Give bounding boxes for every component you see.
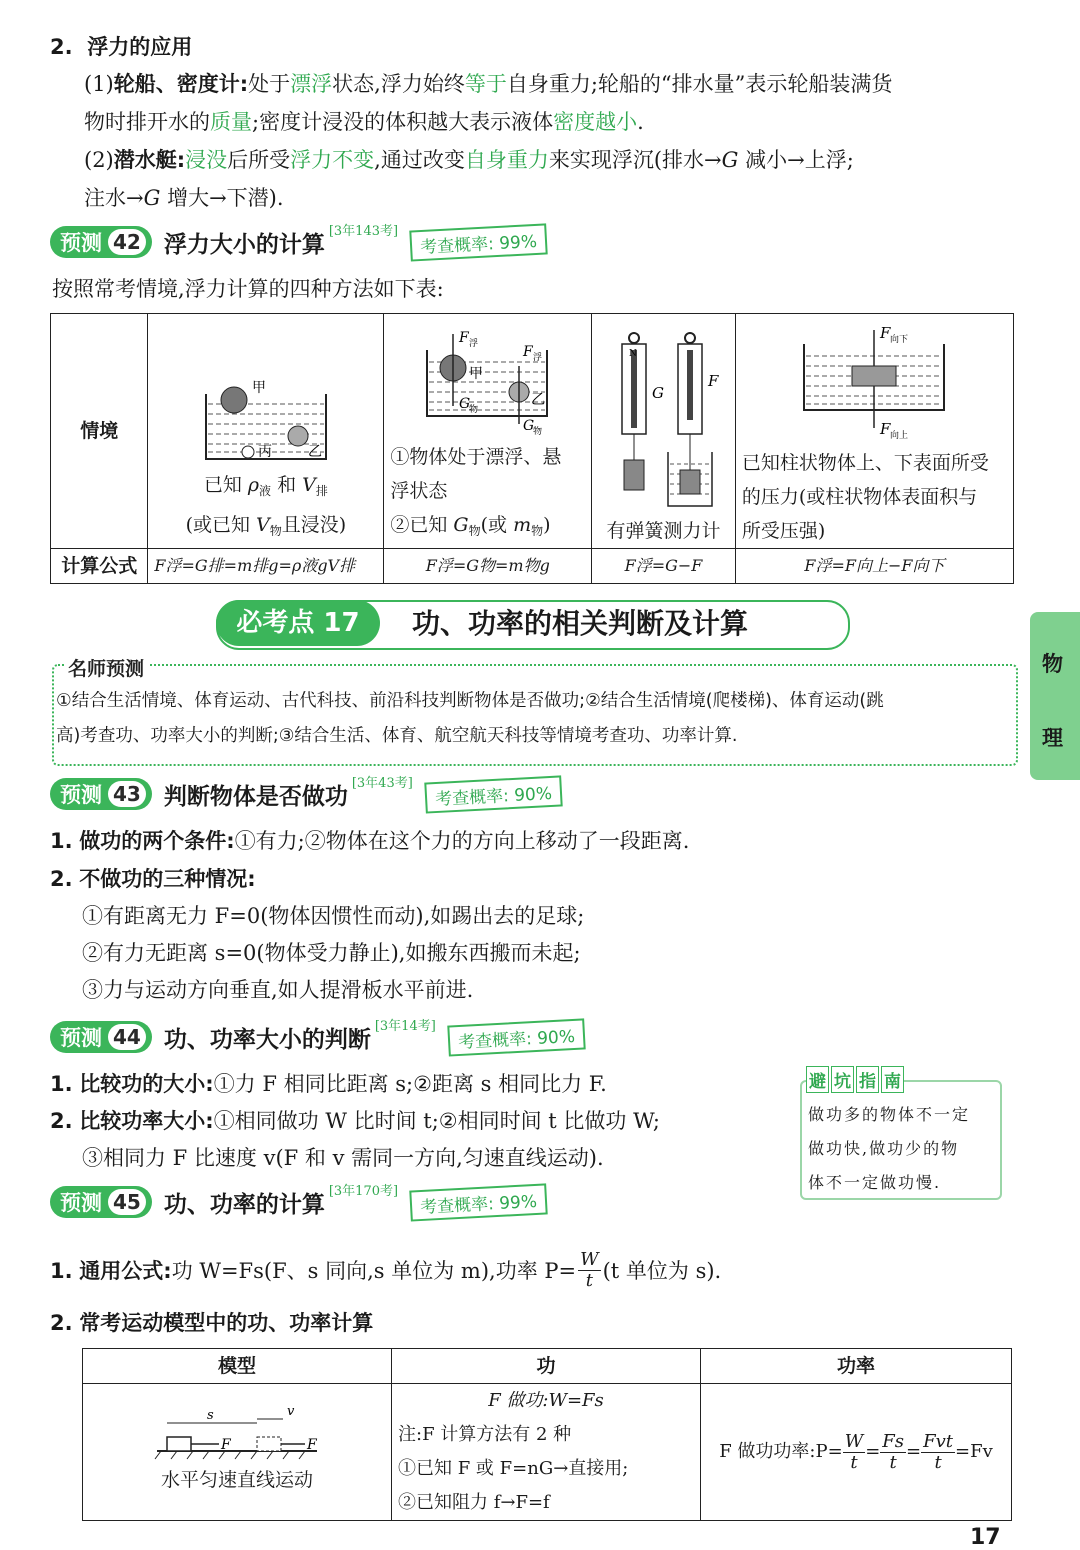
svg-text:F: F: [880, 324, 891, 342]
models-heading: 2. 常考运动模型中的功、功率计算: [50, 1311, 374, 1335]
no-work-cases: 2. 不做功的三种情况:: [50, 867, 256, 891]
col-power: 功率: [701, 1349, 1012, 1384]
prediction-badge: 预测 42: [50, 226, 152, 258]
exam-probability: 考查概率: 90%: [447, 1018, 585, 1056]
key-point-label: 必考点 17: [216, 600, 380, 646]
svg-text:F: F: [522, 344, 533, 360]
svg-text:物: 物: [532, 427, 542, 437]
para-ships: (1)轮船、密度计:处于漂浮状态,浮力始终等于自身重力;轮船的“排水量”表示轮船装满货: [84, 72, 893, 96]
formula-1: F浮=G排=m排g=ρ液gV排: [148, 549, 384, 584]
prediction-title: 判断物体是否做功: [163, 783, 348, 810]
buoyancy-table: [50, 313, 1014, 584]
svg-text:G: G: [522, 418, 534, 434]
work-conditions: 1. 做功的两个条件:①有力;②物体在这个力的方向上移动了一段距离.: [50, 829, 690, 853]
exam-count: [3年14考]: [374, 1019, 436, 1034]
cell-floating: F 浮 F 浮 甲 G 物 乙 G 物 ①物体处于漂浮、悬 浮状态 ②已知 $G_物$(或 $m_物$): [384, 314, 592, 549]
exam-probability: 考查概率: 99%: [409, 1183, 547, 1221]
label-jia: 甲: [251, 380, 266, 396]
prediction-badge: 预测 44: [50, 1021, 152, 1053]
svg-text:物: 物: [468, 405, 478, 415]
uniform-motion-diagram: [147, 1407, 327, 1463]
cell-spring-scale: N G F 有弹簧测力计: [592, 314, 736, 549]
prediction-badge: 预测 43: [50, 778, 152, 810]
svg-text:甲: 甲: [468, 366, 483, 382]
tip-box: 避 坑 指 南 做功多的物体不一定 做功快,做功少的物 体不一定做功慢.: [800, 1080, 1002, 1200]
key-point-title: 功、功率的相关判断及计算: [412, 607, 749, 640]
svg-text:向下: 向下: [890, 335, 909, 345]
exam-count: [3年170考]: [328, 1184, 399, 1199]
svg-text:F: F: [707, 372, 718, 390]
prediction-43-header: [50, 774, 562, 814]
prediction-45-header: [50, 1182, 547, 1222]
tip-title: 避 坑 指 南: [806, 1066, 904, 1093]
row-head-formula: 计算公式: [51, 549, 148, 584]
svg-text:浮: 浮: [532, 353, 542, 363]
svg-text:F: F: [307, 1437, 317, 1453]
svg-text:乙: 乙: [530, 392, 545, 408]
svg-text:向上: 向上: [890, 431, 909, 441]
formula-4: F浮=F向上−F向下: [735, 549, 1013, 584]
svg-text:G: G: [458, 396, 470, 412]
cell-work-formula: F 做功:W=Fs 注:F 计算方法有 2 种 ①已知 F 或 F=nG→直接用; ②已知阻力 f→F=f: [392, 1384, 701, 1521]
cell-pressure-difference: F 向下 F 向上 已知柱状物体上、下表面所受 的压力(或柱状物体表面积与 所受压强): [735, 314, 1013, 549]
para-ships-2: 物时排开水的质量;密度计浸没的体积越大表示液体密度越小.: [84, 110, 644, 134]
page-number: 17: [970, 1525, 1001, 1550]
svg-text:s: s: [207, 1408, 214, 1423]
work-power-table: [82, 1348, 1012, 1521]
no-work-case-3: ③力与运动方向垂直,如人提滑板水平前进.: [82, 978, 474, 1002]
exam-count: [3年43考]: [351, 776, 413, 791]
container-diagram-1: [196, 364, 336, 464]
cell-power-formula: F 做功功率:P= $\frac{W}{t}$ = $\frac{Fs}{t}$ = Fvt t =Fv: [701, 1384, 1012, 1521]
para-submarine-2: 注水→G 增大→下潜).: [84, 186, 284, 210]
exam-probability: 考查概率: 90%: [424, 775, 562, 813]
compare-power-2: ③相同力 F 比速度 v(F 和 v 需同一方向,匀速直线运动).: [82, 1146, 604, 1170]
compare-power: 2. 比较功率大小:①相同做功 W 比时间 t;②相同时间 t 比做功 W;: [50, 1109, 660, 1133]
formula-3: F浮=G−F: [592, 549, 736, 584]
svg-text:浮: 浮: [468, 339, 478, 349]
no-work-case-1: ①有距离无力 F=0(物体因惯性而动),如踢出去的足球;: [82, 904, 585, 928]
teacher-line-2: 高)考查功、功率大小的判断;③结合生活、体育、航空航天科技等情境考查功、功率计算.: [56, 726, 738, 746]
svg-text:G: G: [651, 384, 664, 402]
teacher-prediction-box: [52, 658, 1018, 766]
formula-2: F浮=G物=m物g: [384, 549, 592, 584]
teacher-prediction-title: 名师预测: [64, 654, 148, 681]
container-diagram-2: [423, 328, 553, 438]
teacher-line-1: ①结合生活情境、体育运动、古代科技、前沿科技判断物体是否做功;②结合生活情境(爬楼梯)、体育运动(跳: [56, 691, 884, 711]
subject-side-tab: 物 理: [1030, 612, 1080, 780]
svg-text:F: F: [458, 330, 469, 346]
col-model: 模型: [83, 1349, 392, 1384]
container-diagram-4: [794, 324, 954, 442]
prediction-title: 浮力大小的计算: [163, 231, 325, 258]
svg-text:F: F: [221, 1437, 231, 1453]
prediction-42-header: [50, 222, 547, 262]
para-submarine: (2)潜水艇:浸没后所受浮力不变,通过改变自身重力来实现浮沉(排水→G 减小→上浮;: [84, 148, 854, 172]
svg-text:v: v: [287, 1407, 295, 1419]
prediction-title: 功、功率的计算: [163, 1191, 325, 1218]
col-work: 功: [392, 1349, 701, 1384]
exam-probability: 考查概率: 99%: [409, 223, 547, 261]
svg-text:N: N: [628, 349, 637, 359]
section-2-heading: 2. 浮力的应用: [50, 35, 193, 59]
intro-42: 按照常考情境,浮力计算的四种方法如下表:: [52, 277, 444, 301]
label-bing: 丙: [257, 444, 272, 460]
label-yi: 乙: [307, 444, 322, 460]
general-formula: 1. 通用公式: 功 W=Fs(F、s 同向,s 单位为 m),功率 P= $\frac{W}{t}$ (t 单位为 s).: [50, 1249, 722, 1291]
spring-scale-diagram: [602, 330, 726, 510]
key-point-17-banner: [216, 600, 850, 650]
compare-work: 1. 比较功的大小:①力 F 相同比距离 s;②距离 s 相同比力 F.: [50, 1072, 607, 1096]
row-head-situation: 情境: [51, 314, 148, 549]
svg-text:F: F: [880, 420, 891, 438]
prediction-44-header: [50, 1017, 585, 1057]
exam-count: [3年143考]: [328, 224, 399, 239]
prediction-title: 功、功率大小的判断: [163, 1026, 371, 1053]
cell-model: s v F F 水平匀速直线运动: [83, 1384, 392, 1521]
prediction-badge: 预测 45: [50, 1186, 152, 1218]
no-work-case-2: ②有力无距离 s=0(物体受力静止),如搬东西搬而未起;: [82, 941, 581, 965]
cell-known-density: 甲 丙 乙 已知 $\rho_液$ 和 $V_排$ (或已知 $V_物$且浸没): [148, 314, 384, 549]
